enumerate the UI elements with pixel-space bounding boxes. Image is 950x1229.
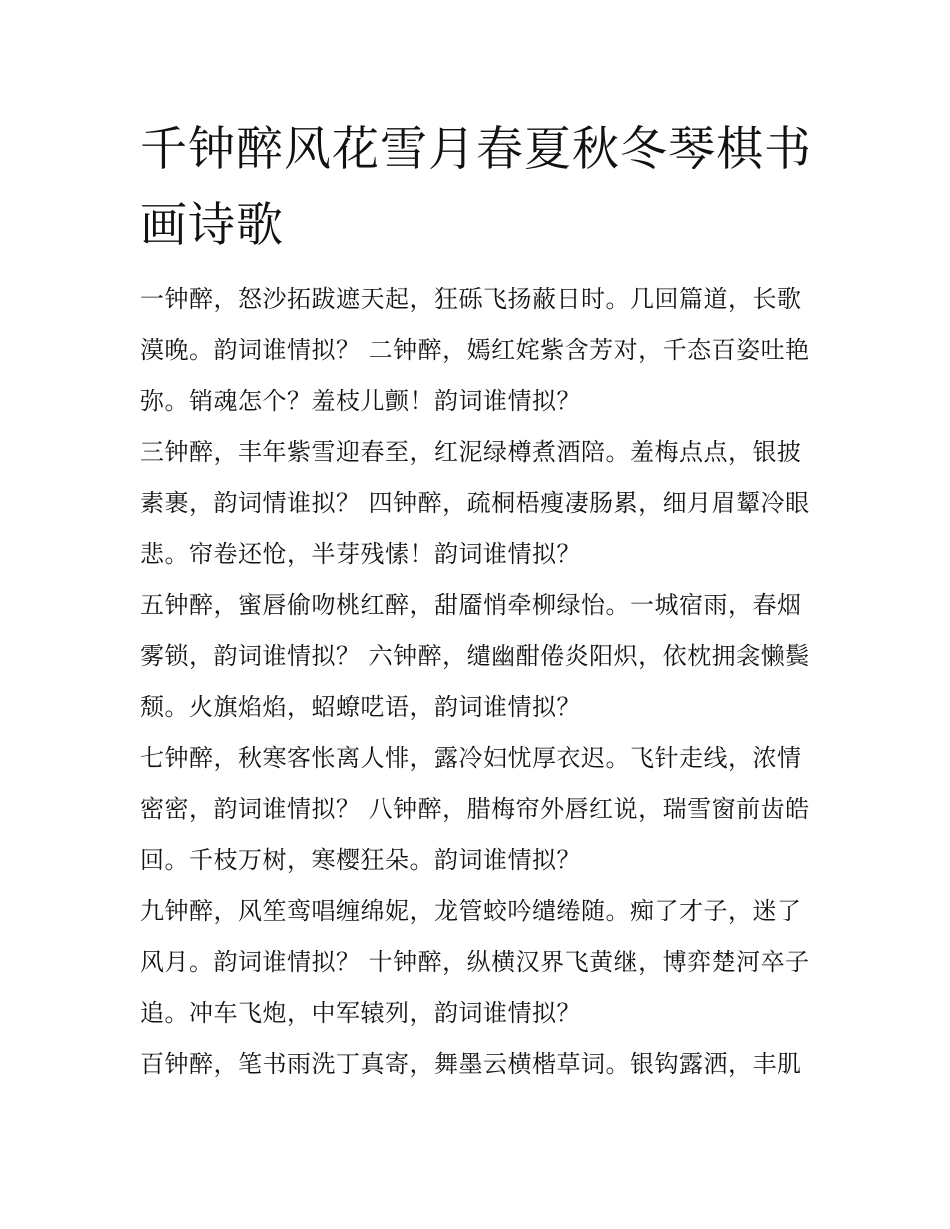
paragraph: 三钟醉，丰年紫雪迎春至，红泥绿樽煮酒陪。羞梅点点，银披素裹，韵词情谁拟？ 四钟醉，疏桐梧瘦凄肠累，细月眉颦冷眼悲。帘卷还怆，半芽残愫！韵词谁情拟？ [140,438,810,568]
paragraph: 九钟醉，风笙鸾唱缠绵妮，龙管蛟吟缱绻随。痴了才子，迷了风月。韵词谁情拟？ 十钟醉，纵横汉界飞黄继，博弈楚河卒子追。冲车飞炮，中军辕列，韵词谁情拟？ [140,897,810,1027]
paragraph: 百钟醉，笔书雨洗丁真寄，舞墨云横楷草词。银钩露洒，丰肌 [140,1050,802,1078]
document-title: 千钟醉风花雪月春夏秋冬琴棋书画诗歌 [140,122,812,253]
paragraph: 五钟醉，蜜唇偷吻桃红醉，甜靥悄牵柳绿怡。一城宿雨，春烟雾锁，韵词谁情拟？ 六钟醉，缱幽酣倦炎阳炽，依枕拥衾懒鬓颓。火旗焰焰，蛁蟟呓语，韵词谁情拟？ [140,591,810,721]
document-body [140,274,820,1090]
paragraph: 一钟醉，怒沙拓跋遮天起，狂砾飞扬蔽日时。几回篇道，长歌漠晚。韵词谁情拟？ 二钟醉，嫣红姹紫含芳对，千态百姿吐艳弥。销魂怎个？羞枝儿颤！韵词谁情拟？ [140,285,810,415]
paragraph: 七钟醉，秋寒客怅离人悱，露冷妇忧厚衣迟。飞针走线，浓情密密，韵词谁情拟？ 八钟醉，腊梅帘外唇红说，瑞雪窗前齿皓回。千枝万树，寒樱狂朵。韵词谁情拟？ [140,744,810,874]
